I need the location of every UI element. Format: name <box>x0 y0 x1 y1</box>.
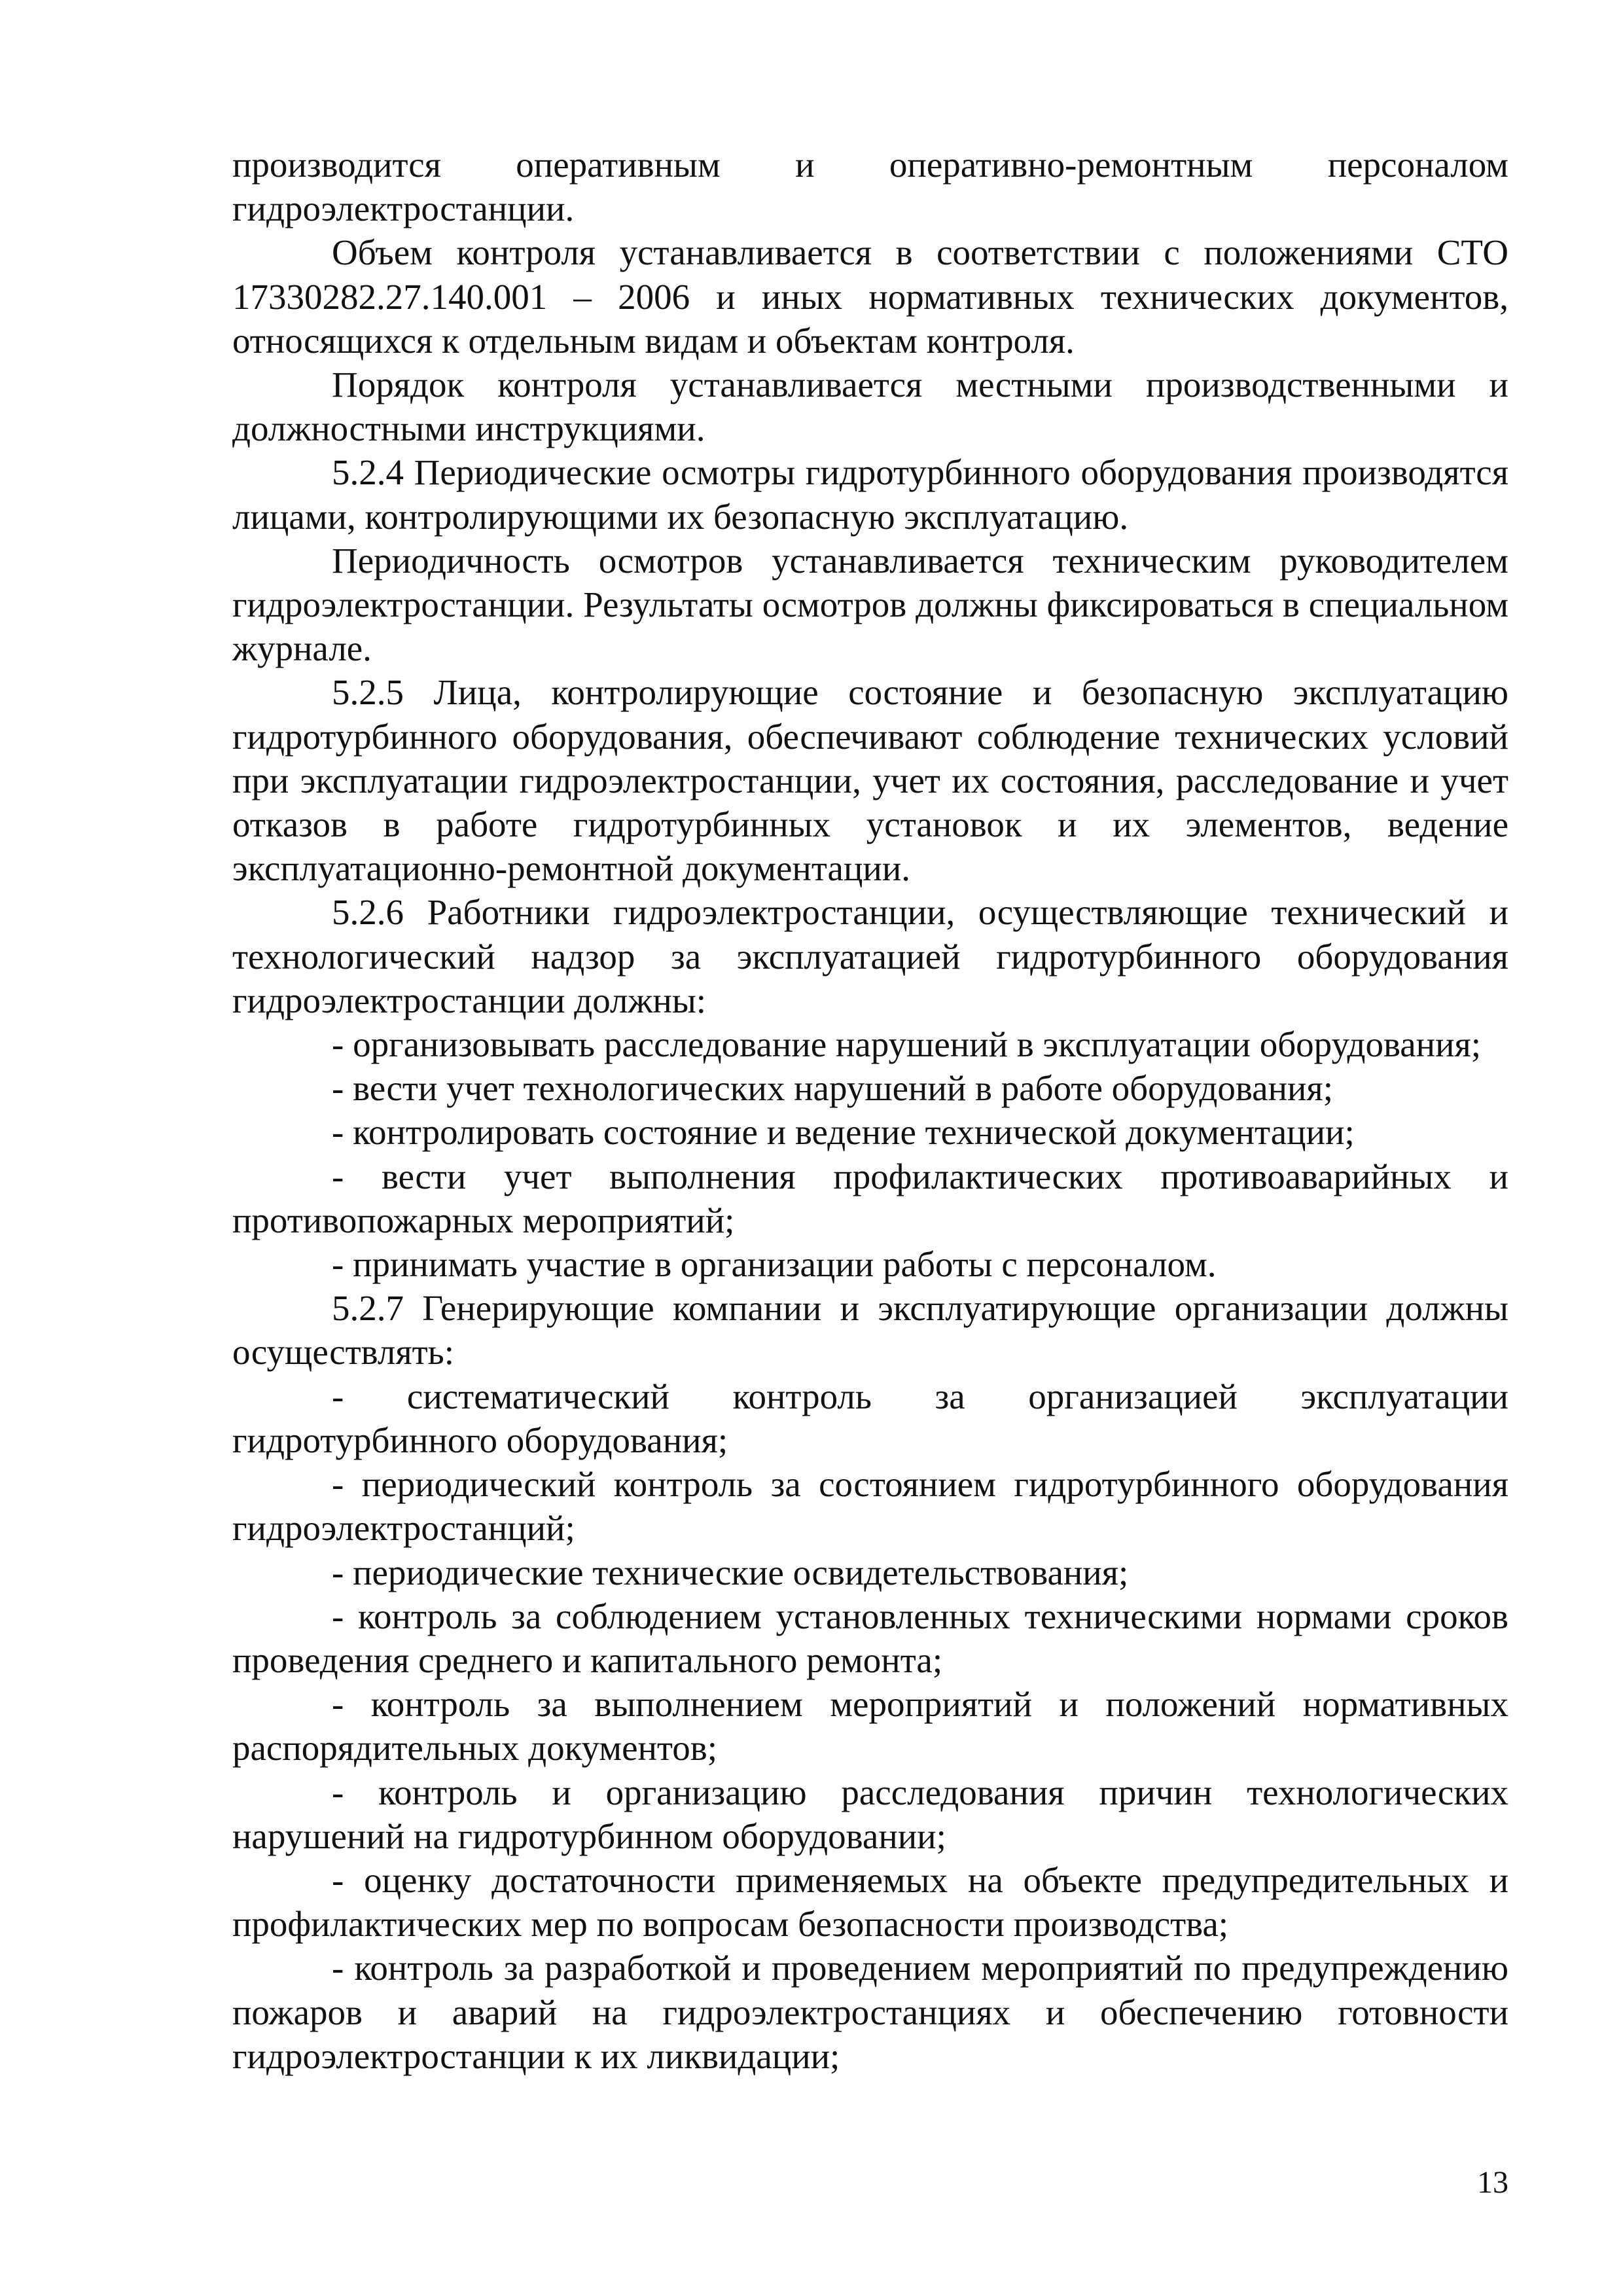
list-item: - контролировать состояние и ведение технической документации; <box>332 1112 1355 1153</box>
list-item: - контроль за выполнением мероприятий и положений нормативных распорядительных документов; <box>232 1684 1508 1768</box>
list-item: - периодический контроль за состоянием гидротурбинного оборудования гидроэлектростанций; <box>232 1464 1508 1549</box>
list-item: - систематический контроль за организацией эксплуатации гидротурбинного оборудования; <box>232 1376 1508 1460</box>
list-item: - вести учет выполнения профилактических противоаварийных и противопожарных мероприятий; <box>232 1156 1508 1240</box>
list-item: - оценку достаточности применяемых на объекте предупредительных и профилактических мер по вопросам безопасности производства; <box>232 1859 1508 1945</box>
body-text <box>232 143 1508 2078</box>
paragraph-continuation: производится оперативным и оперативно-ремонтным персоналом гидроэлектростанции. <box>232 145 1508 229</box>
paragraph-control-scope: Объем контроля устанавливается в соответствии с положениями СТО 17330282.27.140.001 – 2006 и иных нормативных технических документов, относящихся к отдельным видам и объектам контроля. <box>232 232 1508 361</box>
list-item: - контроль и организацию расследования причин технологических нарушений на гидротурбинном оборудовании; <box>232 1772 1508 1856</box>
paragraph-5-2-7: 5.2.7 Генерирующие компании и эксплуатирующие организации должны осуществлять: <box>232 1288 1508 1372</box>
list-item: - организовывать расследование нарушений в эксплуатации оборудования; <box>332 1024 1482 1065</box>
paragraph-5-2-5: 5.2.5 Лица, контролирующие состояние и безопасную эксплуатацию гидротурбинного оборудования, обеспечивают соблюдение технических условий при эксплуатации гидроэлектростанции, учет их состояния, расследование и учет отказов в работе гидротурбинных установок и их элементов, ведение эксплуатационно-ремонтной документации. <box>232 672 1508 889</box>
list-item: - контроль за соблюдением установленных техническими нормами сроков проведения среднего и капитального ремонта; <box>232 1596 1508 1680</box>
list-item: - периодические технические освидетельствования; <box>332 1552 1129 1592</box>
paragraph-control-procedure: Порядок контроля устанавливается местными производственными и должностными инструкциями. <box>232 365 1508 449</box>
paragraph-inspection-frequency: Периодичность осмотров устанавливается техническим руководителем гидроэлектростанции. Результаты осмотров должны фиксироваться в специальном журнале. <box>232 540 1508 669</box>
list-item: - контроль за разработкой и проведением мероприятий по предупреждению пожаров и аварий на гидроэлектростанциях и обеспечению готовности гидроэлектростанции к их ликвидации; <box>232 1948 1508 2076</box>
page-number: 13 <box>1477 2165 1508 2200</box>
list-item: - принимать участие в организации работы с персоналом. <box>332 1244 1217 1285</box>
paragraph-5-2-4: 5.2.4 Периодические осмотры гидротурбинного оборудования производятся лицами, контролирующими их безопасную эксплуатацию. <box>232 452 1508 537</box>
paragraph-5-2-6: 5.2.6 Работники гидроэлектростанции, осуществляющие технический и технологический надзор за эксплуатацией гидротурбинного оборудования гидроэлектростанции должны: <box>232 892 1508 1020</box>
list-item: - вести учет технологических нарушений в работе оборудования; <box>332 1068 1334 1109</box>
